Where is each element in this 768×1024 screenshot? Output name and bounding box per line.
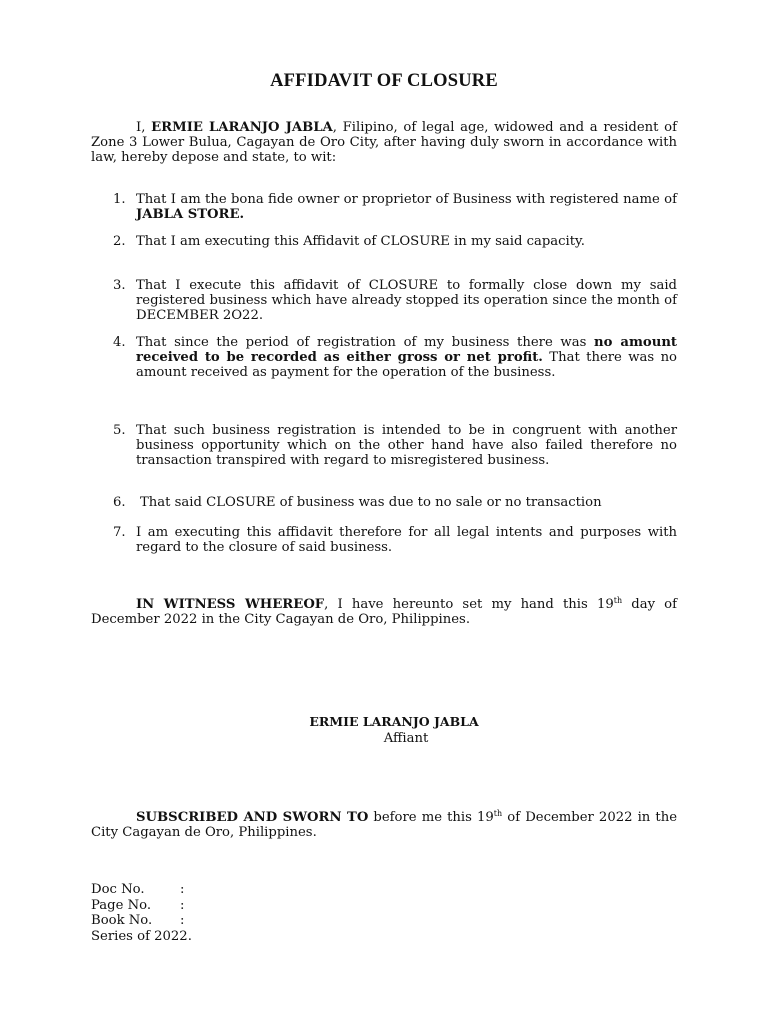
notarial-label: Series of 2022. bbox=[91, 928, 192, 944]
witness-text: day of December 2022 in the City Cagayan de Oro, Philippines. bbox=[91, 597, 677, 627]
notarial-row-book bbox=[91, 913, 192, 929]
list-item-text: That there was no amount received as payment for the operation of the business. bbox=[136, 350, 677, 380]
notarial-row-series bbox=[91, 929, 192, 945]
notarial-register bbox=[91, 882, 192, 944]
intro-text: , Filipino, of legal age, widowed and a resident of Zone 3 Lower Bulua, Cagayan de Oro City, after having duly sworn in accordance with law, hereby depose and state, to wit: bbox=[91, 120, 677, 165]
list-item-4 bbox=[91, 335, 677, 380]
list-item-number: 6. bbox=[113, 495, 126, 510]
list-item-text: That I am the bona fide owner or proprietor of Business with registered name of bbox=[136, 192, 677, 207]
notarial-label: Doc No. bbox=[91, 882, 145, 897]
jurat-text: before me this 19 bbox=[368, 810, 494, 825]
list-item-text: That since the period of registration of my business there was bbox=[136, 335, 594, 350]
list-item-text: I am executing this affidavit therefore for all legal intents and purposes with regard to the closure of said business. bbox=[136, 525, 677, 555]
ordinal-suffix: th bbox=[613, 596, 623, 605]
list-item-2 bbox=[91, 234, 677, 249]
affiant-name-inline: ERMIE LARANJO JABLA bbox=[151, 120, 333, 135]
notarial-label: Book No. bbox=[91, 913, 153, 928]
list-item-bold-text: no amount received to be recorded as either gross or net profit. bbox=[136, 335, 677, 365]
affiant-label: Affiant bbox=[383, 731, 429, 746]
list-item-3 bbox=[91, 278, 677, 323]
business-name: JABLA STORE. bbox=[136, 207, 245, 222]
list-item-text: That I am executing this Affidavit of CLOSURE in my said capacity. bbox=[136, 234, 585, 249]
list-item-7 bbox=[91, 525, 677, 555]
list-item-6 bbox=[91, 495, 677, 510]
ordinal-suffix: th bbox=[493, 809, 503, 818]
intro-paragraph bbox=[91, 120, 677, 165]
notarial-colon: : bbox=[180, 913, 185, 928]
witness-text: , I have hereunto set my hand this 19 bbox=[324, 597, 614, 612]
notarial-row-doc bbox=[91, 882, 192, 898]
list-item-text: That I execute this affidavit of CLOSURE to formally close down my said registered business which have already stopped its operation since the month of DECEMBER 2O22. bbox=[136, 278, 677, 323]
list-item-text: That said CLOSURE of business was due to no sale or no transaction bbox=[140, 495, 602, 510]
jurat-heading: SUBSCRIBED AND SWORN TO bbox=[136, 810, 369, 825]
list-item-number: 1. bbox=[113, 192, 126, 207]
list-item-number: 2. bbox=[113, 234, 126, 249]
witness-paragraph bbox=[91, 597, 677, 627]
list-item-number: 7. bbox=[113, 525, 126, 540]
list-item-number: 3. bbox=[113, 278, 126, 293]
witness-heading: IN WITNESS WHEREOF bbox=[136, 597, 325, 612]
notarial-colon: : bbox=[180, 897, 185, 913]
list-item-5 bbox=[91, 423, 677, 468]
affiant-signature-name: ERMIE LARANJO JABLA bbox=[309, 714, 479, 729]
notarial-row-page bbox=[91, 898, 192, 914]
jurat-text: of December 2022 in the City Cagayan de Oro, Philippines. bbox=[91, 810, 678, 840]
list-item-number: 5. bbox=[113, 423, 126, 438]
jurat-paragraph bbox=[91, 810, 677, 840]
document-title: AFFIDAVIT OF CLOSURE bbox=[270, 71, 498, 91]
list-item-text: That such business registration is intended to be in congruent with another business opportunity which on the other hand have also failed therefore no transaction transpired with regard to misregistered business. bbox=[136, 423, 677, 468]
intro-prefix: I, bbox=[136, 120, 152, 135]
list-item-1 bbox=[91, 192, 677, 222]
list-item-number: 4. bbox=[113, 335, 126, 350]
notarial-label: Page No. bbox=[91, 897, 152, 913]
notarial-colon: : bbox=[180, 882, 185, 897]
